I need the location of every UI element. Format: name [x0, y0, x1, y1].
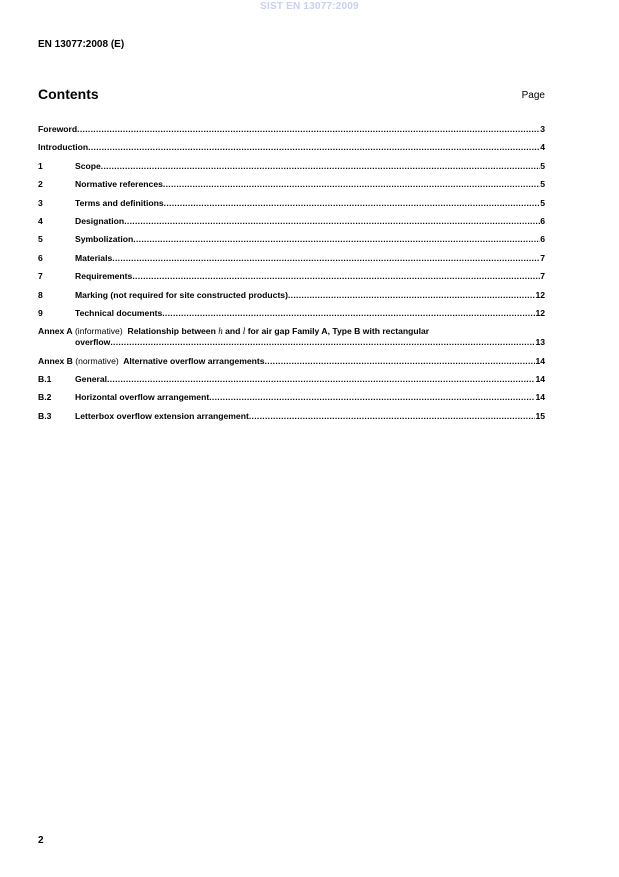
dot-leader [162, 308, 535, 319]
dot-leader [77, 124, 540, 135]
toc-entry-number: B.1 [38, 374, 52, 385]
toc-entry-title: Normative references [75, 179, 163, 190]
annex-a-type: (informative) [74, 326, 123, 337]
annex-a-var-l: l [242, 326, 246, 337]
toc-entry-title: Materials [75, 252, 113, 263]
toc-entry-number: 3 [38, 197, 43, 208]
toc-entry-page: 14 [535, 355, 545, 366]
dot-leader [133, 234, 540, 245]
toc-entry-title: Terms and definitions [75, 197, 164, 208]
dot-leader [164, 198, 541, 209]
toc-entry[interactable] [38, 161, 545, 172]
annex-b-title: Alternative overflow arrangements [123, 355, 265, 366]
toc-entry-number: 5 [38, 234, 43, 245]
page-column-label: Page [521, 90, 545, 101]
toc-entry[interactable] [38, 411, 545, 422]
toc-entry-foreword[interactable] [38, 124, 545, 135]
toc-entry[interactable] [38, 374, 545, 385]
toc-entry-title: Symbolization [75, 234, 134, 245]
toc-entry-page: 7 [540, 271, 545, 282]
toc-entry-number: 9 [38, 307, 43, 318]
toc-entry[interactable] [38, 271, 545, 282]
toc-entry-page: 7 [540, 252, 545, 263]
toc-entry[interactable] [38, 179, 545, 190]
annex-a-heading [38, 326, 545, 337]
annex-a-label: Annex A [38, 326, 73, 337]
toc-entry-number: 2 [38, 179, 43, 190]
toc-entry-annex-b[interactable] [38, 356, 545, 367]
dot-leader [265, 356, 536, 367]
dot-leader [88, 142, 540, 153]
contents-header [38, 86, 545, 104]
dot-leader [163, 179, 540, 190]
toc-entry-number: 7 [38, 271, 43, 282]
contents-title: Contents [38, 86, 99, 102]
dot-leader [112, 253, 540, 264]
toc-entry-title: Requirements [75, 271, 133, 282]
toc-entry-page: 12 [535, 307, 545, 318]
toc-entry-annex-a[interactable] [38, 326, 545, 348]
toc-entry-page: 12 [535, 289, 545, 300]
toc-entry-title: General [75, 374, 108, 385]
annex-a-continuation [38, 337, 545, 348]
dot-leader [124, 216, 540, 227]
toc-entry-title: Foreword [38, 124, 78, 134]
toc-entry-number: 8 [38, 289, 43, 300]
table-of-contents [38, 124, 545, 429]
toc-entry-page: 6 [540, 215, 545, 226]
toc-entry[interactable] [38, 308, 545, 319]
page-number: 2 [38, 835, 44, 846]
annex-a-title-part3: for air gap Family A, Type B with rectangular [247, 326, 430, 337]
toc-entry-page: 13 [535, 337, 545, 348]
toc-entry-title: Letterbox overflow extension arrangement [75, 410, 249, 421]
toc-entry-page: 5 [540, 179, 545, 190]
annex-b-heading [38, 356, 265, 367]
dot-leader [107, 374, 535, 385]
toc-entry[interactable] [38, 234, 545, 245]
toc-entry[interactable] [38, 198, 545, 209]
toc-entry-number: B.2 [38, 392, 52, 403]
toc-entry-page: 3 [540, 124, 545, 134]
toc-entry-number: 4 [38, 215, 43, 226]
toc-entry[interactable] [38, 216, 545, 227]
toc-entry-title: Designation [75, 215, 125, 226]
dot-leader [110, 337, 535, 348]
toc-entry-number: B.3 [38, 410, 52, 421]
toc-entry-title: Horizontal overflow arrangement [75, 392, 210, 403]
annex-b-type: (normative) [75, 355, 119, 366]
dot-leader [288, 290, 535, 301]
dot-leader [101, 161, 540, 172]
toc-entry[interactable] [38, 392, 545, 403]
toc-entry-title: Technical documents [75, 307, 163, 318]
watermark: SIST EN 13077:2009 [260, 1, 359, 12]
toc-entry-page: 14 [535, 374, 545, 385]
toc-entry-number: 6 [38, 252, 43, 263]
dot-leader [249, 411, 536, 422]
toc-entry-introduction[interactable] [38, 142, 545, 153]
document-id: EN 13077:2008 (E) [38, 39, 125, 50]
toc-entry-page: 5 [540, 160, 545, 171]
toc-entry[interactable] [38, 253, 545, 264]
toc-entry-page: 5 [540, 197, 545, 208]
annex-a-title-part2: and [225, 326, 241, 337]
toc-entry-number: 1 [38, 160, 43, 171]
toc-entry-title: Scope [75, 160, 101, 171]
dot-leader [132, 271, 540, 282]
annex-b-label: Annex B [38, 355, 73, 366]
toc-entry-page: 6 [540, 234, 545, 245]
toc-entry[interactable] [38, 290, 545, 301]
toc-entry-page: 4 [540, 142, 545, 153]
annex-a-var-h: h [218, 326, 223, 337]
dot-leader [209, 392, 535, 403]
toc-entry-page: 14 [535, 392, 545, 403]
annex-a-title-part1: Relationship between [127, 326, 216, 337]
toc-entry-page: 15 [535, 410, 545, 421]
toc-entry-title: Introduction [38, 142, 89, 153]
annex-a-title-cont: overflow [75, 337, 111, 348]
toc-entry-title: Marking (not required for site constructed products) [75, 289, 288, 300]
